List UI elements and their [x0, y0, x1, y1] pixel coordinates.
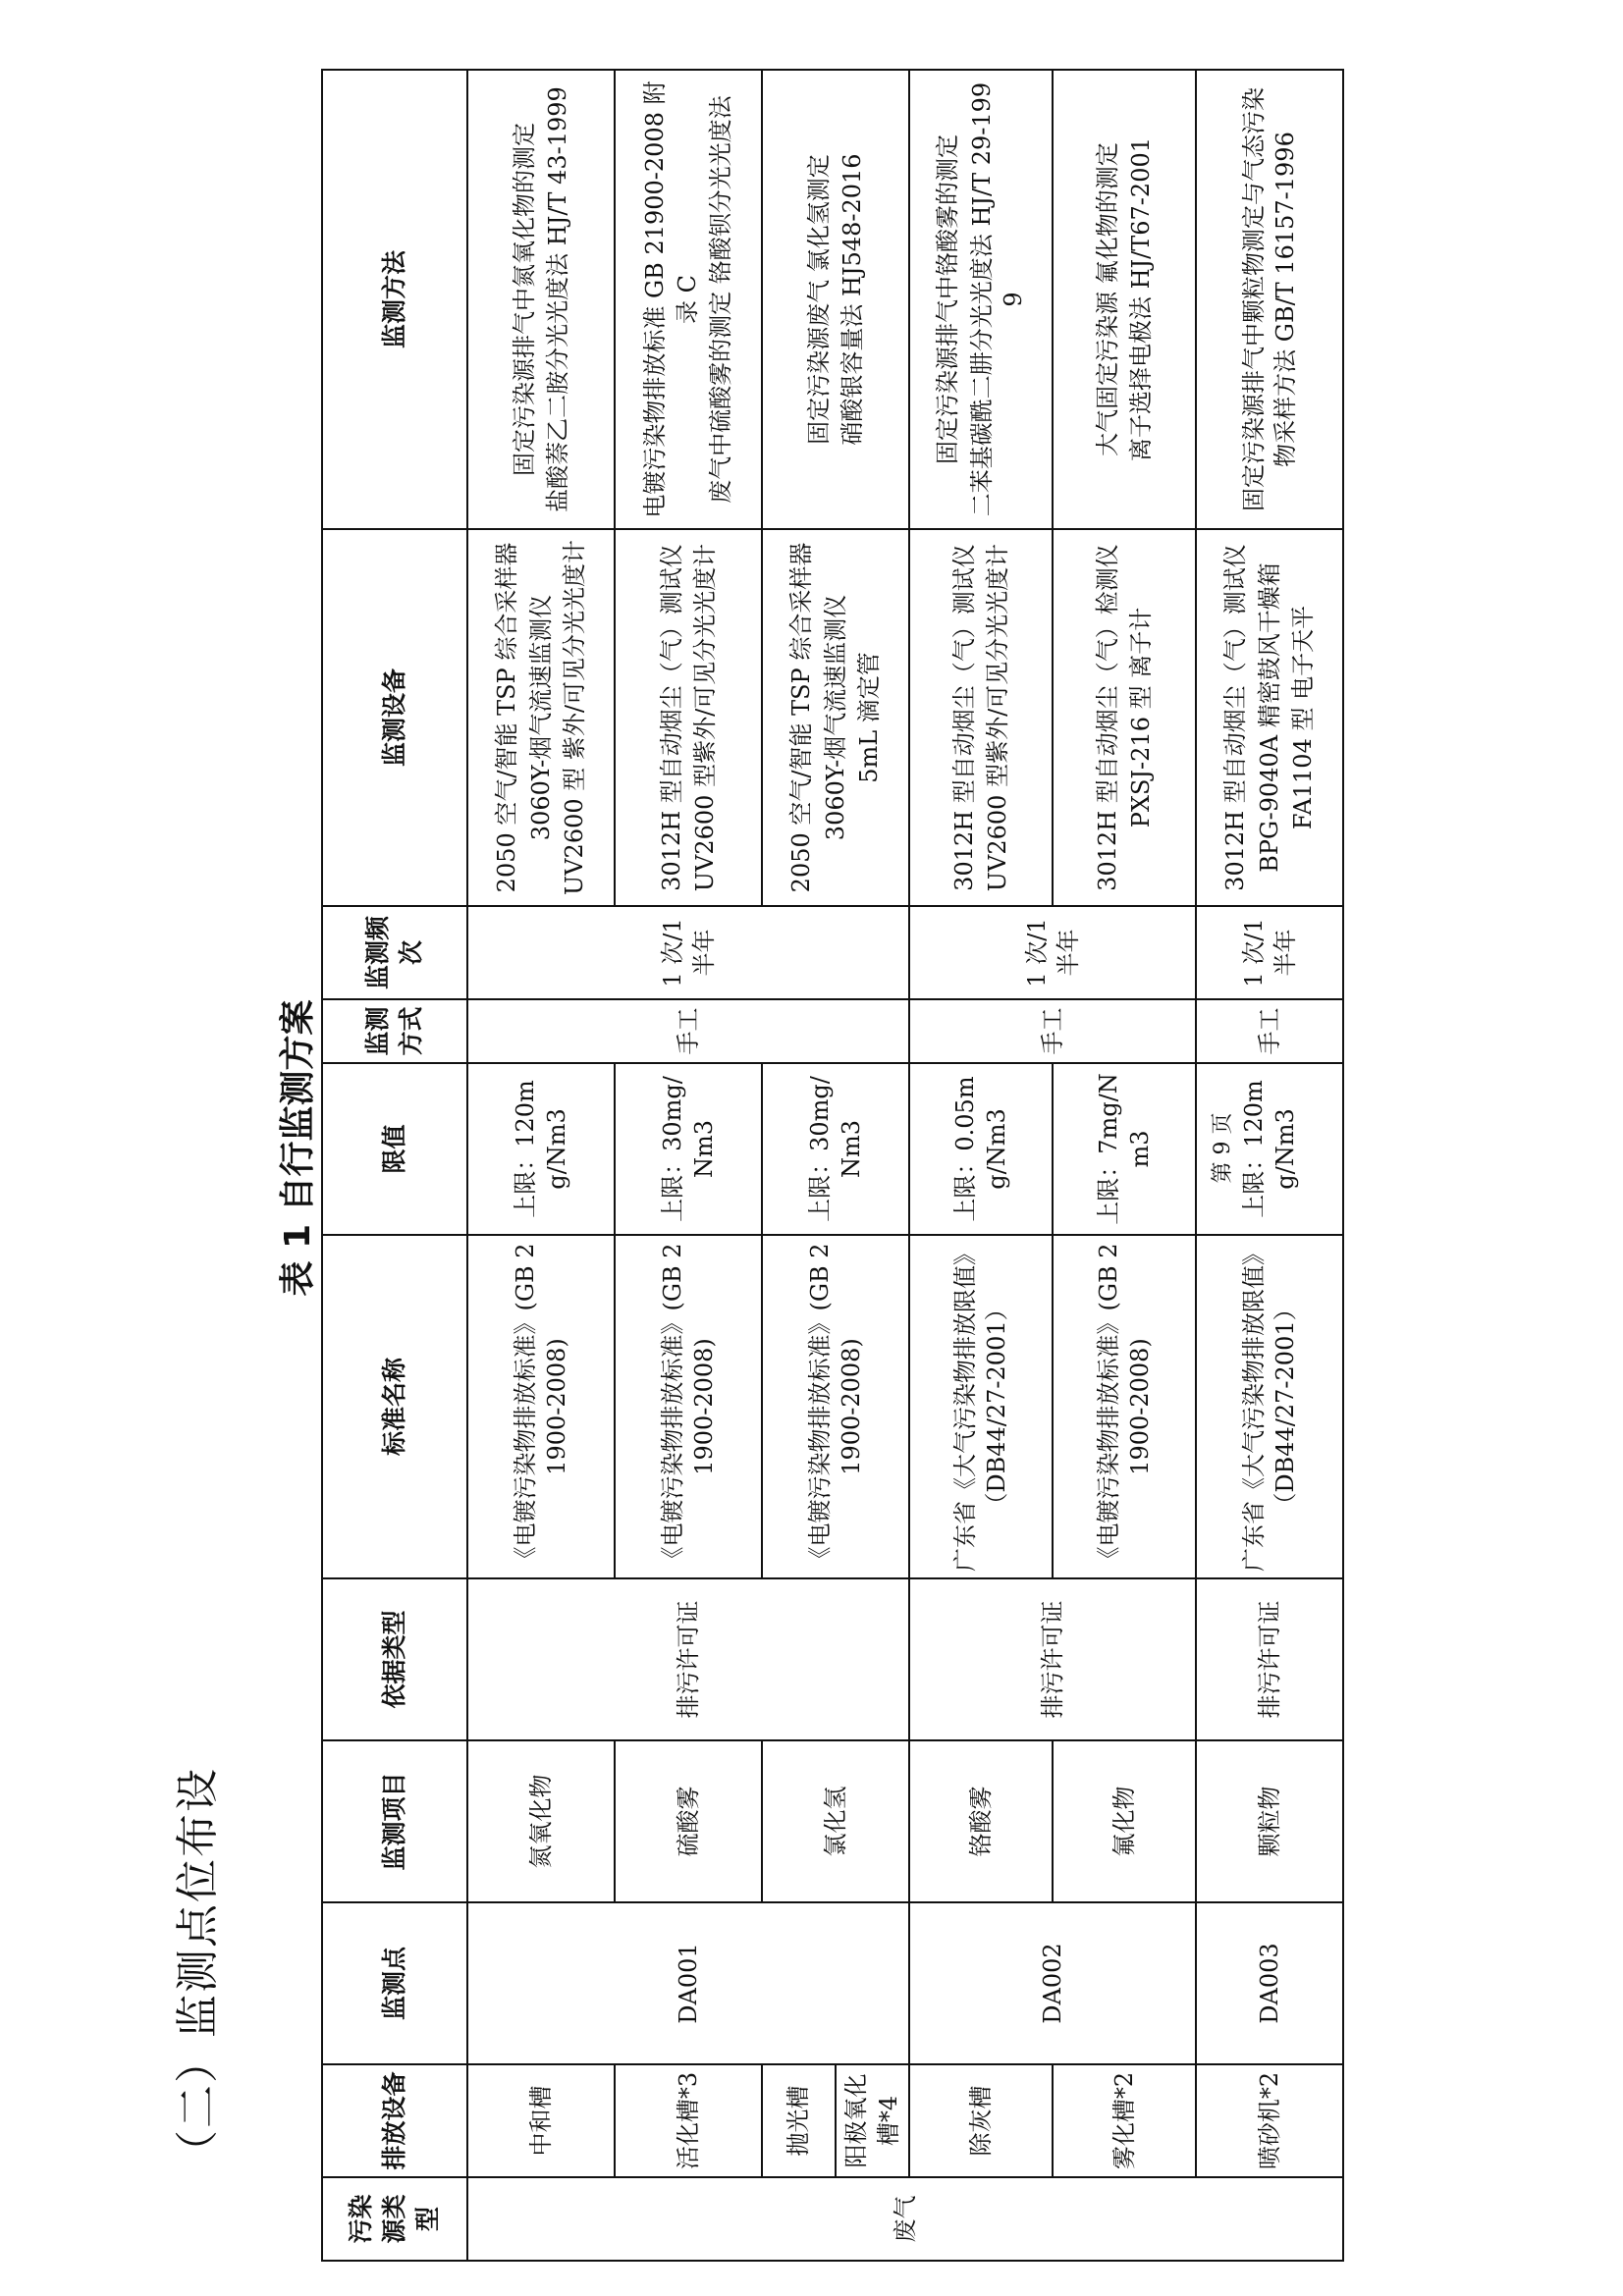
item-cell: 硫酸雾 — [615, 1740, 762, 1902]
limit-cell: 上限：30mg/Nm3 — [762, 1063, 909, 1235]
device-line: FA1104 型 电子天平 — [1289, 605, 1318, 830]
method-line: 盐酸萘乙二胺分光光度法 HJ/T 43-1999 — [544, 86, 571, 512]
header-method: 监测方法 — [322, 70, 467, 529]
source-type-cell: 废气 — [467, 2177, 1343, 2261]
item-cell: 氯化氢 — [762, 1740, 909, 1902]
equipment-cell: 除灰槽 — [909, 2064, 1053, 2177]
point-cell: DA002 — [909, 1902, 1196, 2064]
device-line: UV2600 型紫外/可见分光光度计 — [691, 543, 719, 892]
limit-cell: 上限：0.05mg/Nm3 — [909, 1063, 1053, 1235]
standard-cell: 《电镀污染物排放标准》(GB 21900-2008) — [1053, 1235, 1196, 1578]
mode-cell: 手工 — [909, 999, 1196, 1063]
standard-cell: 广东省《大气污染物排放限值》（DB44/27-2001） — [1196, 1235, 1343, 1578]
section-heading: （二）监测点位布设 — [173, 1767, 223, 2173]
method-line: 固定污染源排气中颗粒物测定与气态污染物采样方法 GB/T 16157-1996 — [1239, 87, 1299, 511]
method-cell — [615, 70, 762, 529]
equipment-cell: 中和槽 — [467, 2064, 615, 2177]
page-number: 第 9 页 — [1211, 1112, 1235, 1184]
device-line: 3012H 型自动烟尘（气）检测仪 — [1093, 544, 1121, 891]
frequency-cell: 1 次/1 半年 — [1196, 906, 1343, 999]
device-line: 2050 空气/智能 TSP 综合采样器 — [787, 542, 816, 893]
equipment-cell: 喷砂机*2 — [1196, 2064, 1343, 2177]
equipment-cell: 抛光槽 — [762, 2064, 836, 2177]
header-mode: 监测方式 — [322, 999, 467, 1063]
method-line: 离子选择电极法 HJ/T67-2001 — [1127, 137, 1155, 461]
device-line: 2050 空气/智能 TSP 综合采样器 — [493, 542, 521, 893]
header-basis: 依据类型 — [322, 1578, 467, 1740]
device-line: UV2600 型 紫外/可见分光光度计 — [561, 540, 589, 895]
frequency-cell: 1 次/1 半年 — [909, 906, 1196, 999]
header-limit: 限值 — [322, 1063, 467, 1235]
table-header-row — [322, 70, 467, 2261]
device-line: 3012H 型自动烟尘（气）测试仪 — [949, 544, 978, 891]
device-line: BPG-9040A 精密鼓风干燥箱 — [1255, 562, 1283, 873]
basis-cell: 排污许可证 — [909, 1578, 1196, 1740]
basis-cell: 排污许可证 — [467, 1578, 909, 1740]
device-cell — [615, 529, 762, 906]
header-source-type: 污染源类型 — [322, 2177, 467, 2261]
monitoring-plan-table — [321, 69, 1344, 2262]
limit-cell: 上限：120mg/Nm3 — [1196, 1063, 1343, 1235]
device-line: UV2600 型紫外/可见分光光度计 — [984, 543, 1011, 892]
method-line: 固定污染源排气中铬酸雾的测定 — [934, 134, 962, 464]
item-cell: 铬酸雾 — [909, 1740, 1053, 1902]
method-line: 大气固定污染源 氟化物的测定 — [1093, 142, 1121, 456]
header-item: 监测项目 — [322, 1740, 467, 1902]
mode-cell: 手工 — [467, 999, 909, 1063]
standard-cell: 广东省《大气污染物排放限值》（DB44/27-2001） — [909, 1235, 1053, 1578]
method-cell — [467, 70, 615, 529]
equipment-cell: 雾化槽*2 — [1053, 2064, 1196, 2177]
header-point: 监测点 — [322, 1902, 467, 2064]
header-device: 监测设备 — [322, 529, 467, 906]
item-cell: 氟化物 — [1053, 1740, 1196, 1902]
device-line: 3060Y-烟气流速监测仪 — [526, 594, 555, 841]
header-frequency: 监测频次 — [322, 906, 467, 999]
mode-cell: 手工 — [1196, 999, 1343, 1063]
item-cell: 氮氧化物 — [467, 1740, 615, 1902]
device-line: 3012H 型自动烟尘（气）测试仪 — [1221, 544, 1250, 891]
method-line: 硝酸银容量法 HJ548-2016 — [839, 153, 866, 446]
device-line: PXSJ-216 型 离子计 — [1127, 607, 1155, 828]
header-standard: 标准名称 — [322, 1235, 467, 1578]
table-row — [909, 70, 1053, 2261]
table-title: 表 1 自行监测方案 — [278, 999, 318, 1297]
standard-cell: 《电镀污染物排放标准》(GB 21900-2008) — [762, 1235, 909, 1578]
method-line: 二苯基碳酰二肼分光光度法 HJ/T 29-1999 — [967, 81, 1028, 517]
table-row — [467, 70, 615, 2261]
method-line: 固定污染源排气中氮氧化物的测定 — [510, 123, 538, 476]
method-line: 电镀污染物排放标准 GB 21900-2008 附录 C — [641, 80, 701, 518]
device-line: 3060Y-烟气流速监测仪 — [821, 594, 849, 841]
point-cell: DA001 — [467, 1902, 909, 2064]
method-line: 废气中硫酸雾的测定 铬酸钡分光光度法 — [707, 95, 735, 504]
device-cell — [1053, 529, 1196, 906]
method-cell — [762, 70, 909, 529]
limit-cell: 上限：120mg/Nm3 — [467, 1063, 615, 1235]
frequency-cell: 1 次/1 半年 — [467, 906, 909, 999]
standard-cell: 《电镀污染物排放标准》(GB 21900-2008) — [467, 1235, 615, 1578]
method-cell — [1053, 70, 1196, 529]
limit-cell: 上限：30mg/Nm3 — [615, 1063, 762, 1235]
device-cell — [467, 529, 615, 906]
method-cell — [909, 70, 1053, 529]
method-line: 固定污染源废气 氯化氢测定 — [804, 154, 833, 445]
device-cell — [762, 529, 909, 906]
equipment-cell: 阳极氧化槽*4 — [836, 2064, 909, 2177]
limit-cell: 上限：7mg/Nm3 — [1053, 1063, 1196, 1235]
item-cell: 颗粒物 — [1196, 1740, 1343, 1902]
device-line: 3012H 型自动烟尘（气）测试仪 — [657, 544, 685, 891]
device-cell — [909, 529, 1053, 906]
standard-cell: 《电镀污染物排放标准》(GB 21900-2008) — [615, 1235, 762, 1578]
point-cell: DA003 — [1196, 1902, 1343, 2064]
device-line: 5mL 滴定管 — [855, 652, 884, 783]
basis-cell: 排污许可证 — [1196, 1578, 1343, 1740]
header-equipment: 排放设备 — [322, 2064, 467, 2177]
equipment-cell: 活化槽*3 — [615, 2064, 762, 2177]
